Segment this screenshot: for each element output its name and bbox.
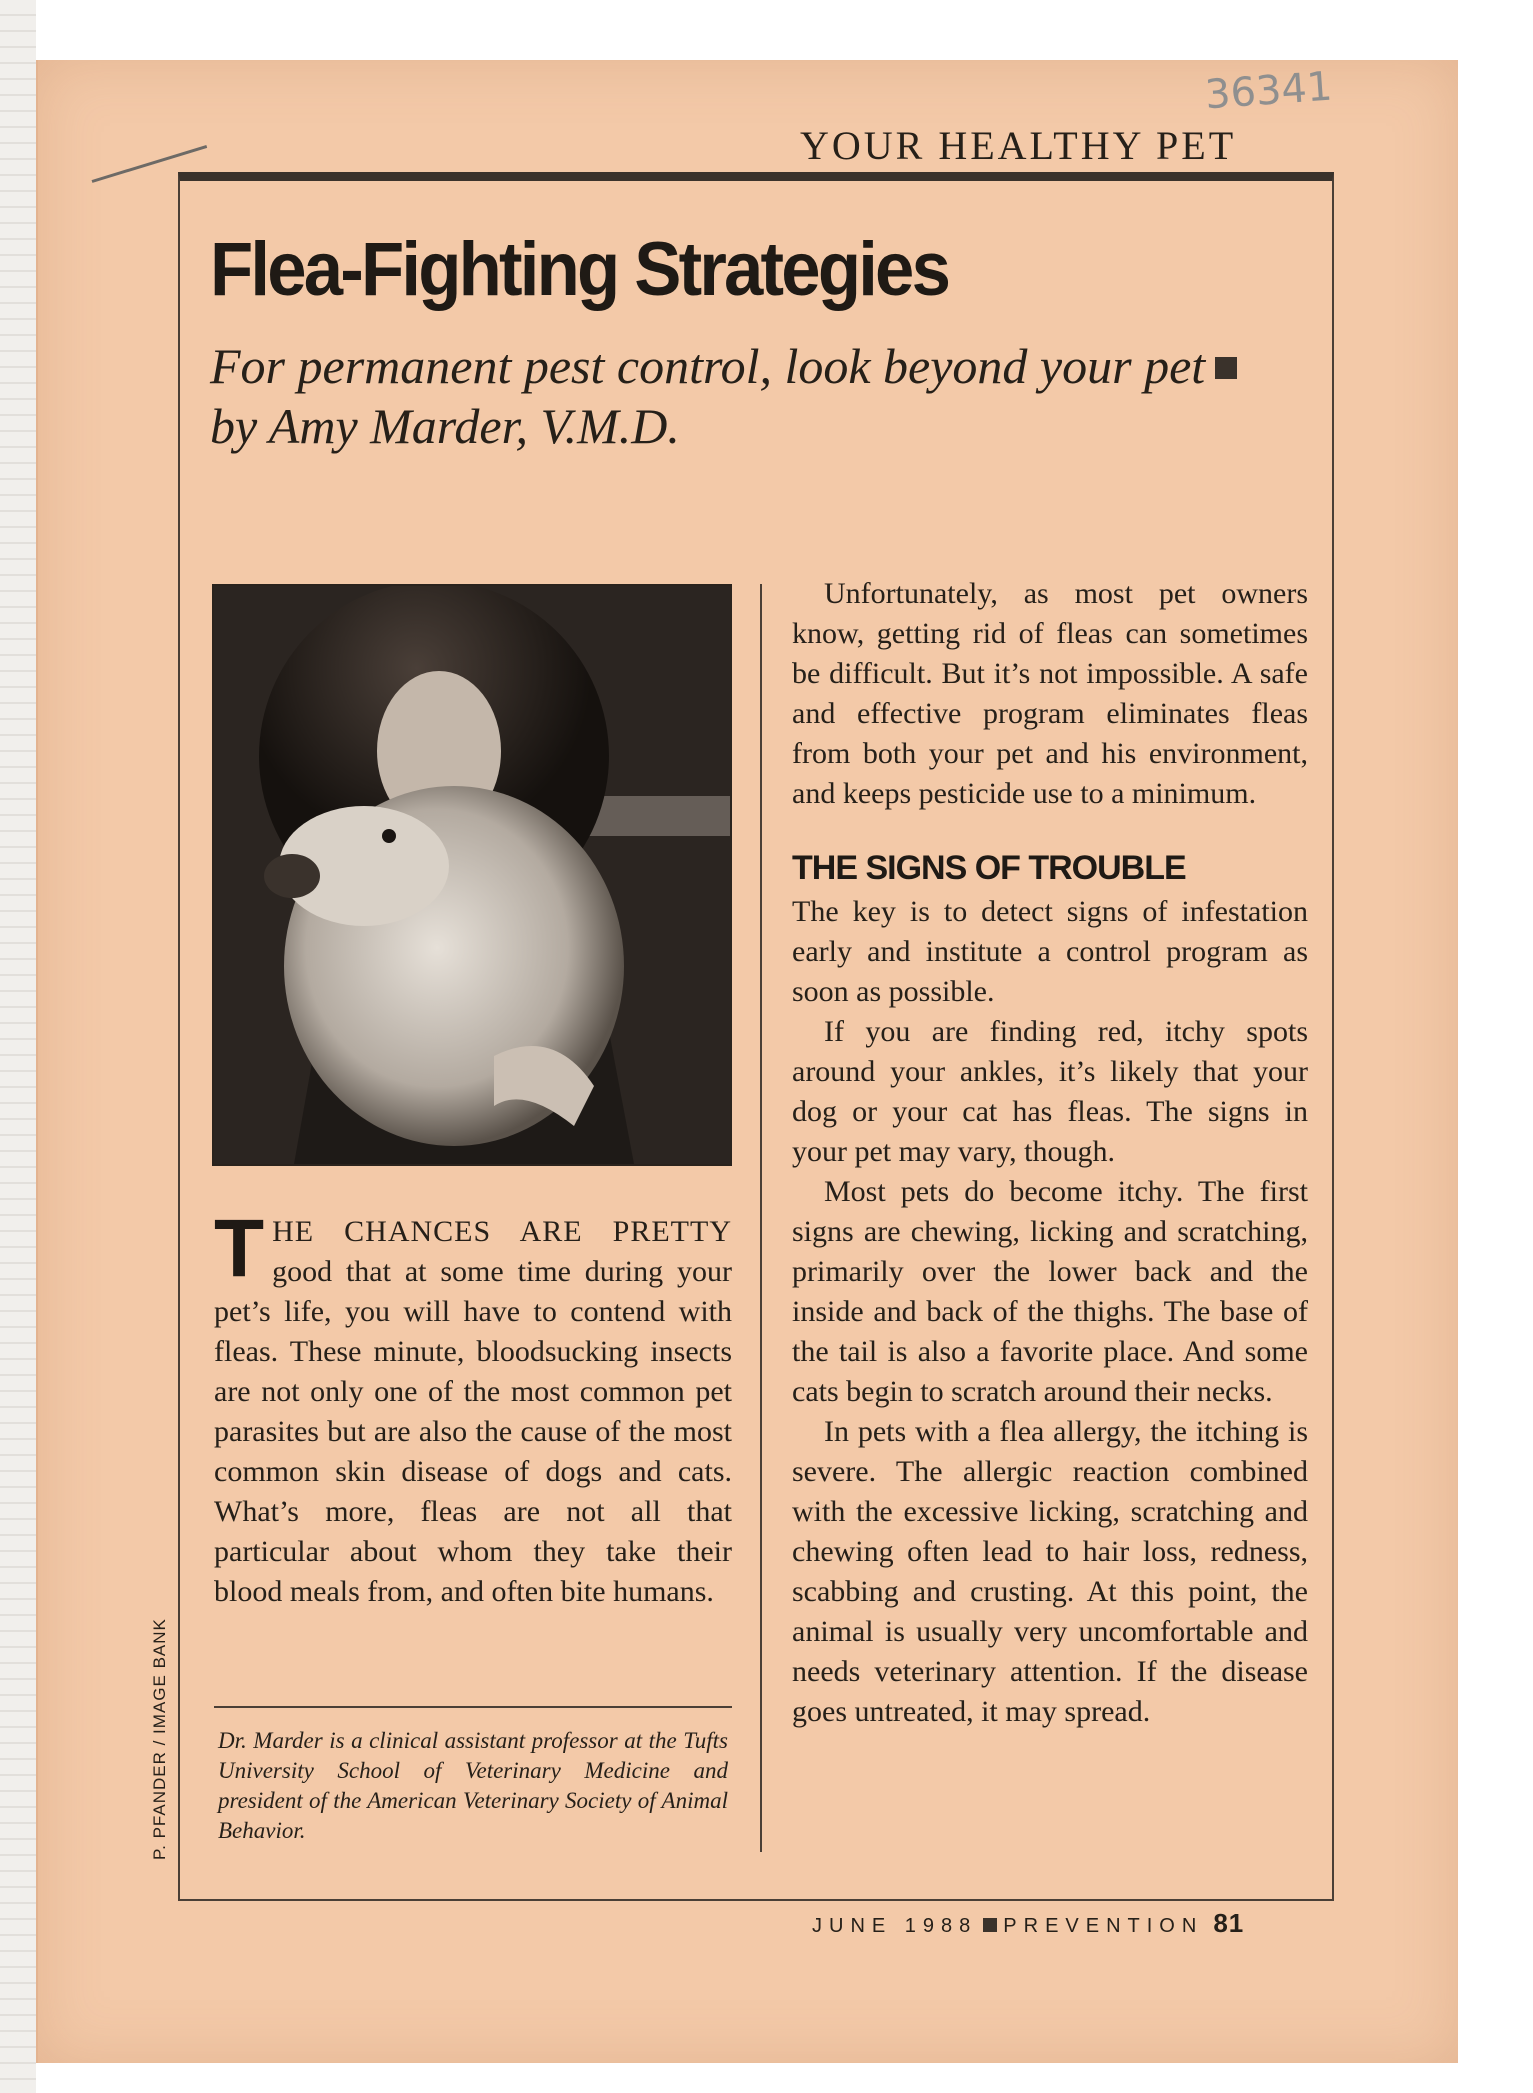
byline: by Amy Marder, V.M.D. <box>210 398 680 454</box>
photo-woman-with-dog <box>214 586 730 1164</box>
body-paragraph: If you are finding red, itchy spots around your ankles, it’s likely that your dog or your cat has fleas. The signs in your pet may vary, though. <box>792 1015 1308 1168</box>
scanner-edge <box>0 0 36 2093</box>
handwritten-id: 36341 <box>1203 63 1334 119</box>
square-bullet-icon <box>1215 357 1237 379</box>
bio-divider <box>214 1706 732 1708</box>
article-headline: Flea-Fighting Strategies <box>210 227 949 312</box>
author-bio: Dr. Marder is a clinical assistant professor at the Tufts University School of Veterinary Medicine and president of the American Veterinary Society of Animal Behavior. <box>218 1728 728 1843</box>
page-number: 81 <box>1213 1908 1245 1938</box>
body-paragraph: Most pets do become itchy. The first signs are chewing, licking and scratching, primarily over the lower back and the inside and back of the thighs. The base of the tail is also a favorite place. And some cats begin to scratch around their necks. <box>792 1175 1308 1408</box>
left-column-body: good that at some time during your pet’s life, you will have to contend with fleas. These minute, bloodsucking insects are not only one of the most common pet parasites but are also the cause of the most common skin disease of dogs and cats. What’s more, fleas are not all that particular about whom they take their blood meals from, and often bite humans. <box>214 1255 732 1608</box>
square-bullet-icon <box>983 1918 997 1932</box>
section-title: YOUR HEALTHY PET <box>800 123 1237 168</box>
subhead: THE SIGNS OF TROUBLE <box>792 849 1186 887</box>
photo-credit: P. PFANDER / IMAGE BANK <box>150 1618 169 1860</box>
page-footer <box>812 1908 1244 1939</box>
footer-date: JUNE 1988 <box>812 1915 978 1937</box>
footer-magazine: PREVENTION <box>1003 1915 1204 1937</box>
column-rule <box>760 584 762 1852</box>
right-column-text <box>792 574 1308 1732</box>
lead-in: HE CHANCES ARE PRETTY <box>272 1215 732 1248</box>
intro-paragraph: Unfortunately, as most pet owners know, getting rid of fleas can sometimes be difficult. But it’s not impossible. A safe and effective program eliminates fleas from both your pet and his environment, and keeps pesticide use to a minimum. <box>792 577 1308 810</box>
article-deck <box>210 336 1260 456</box>
left-column-text <box>214 1203 732 1612</box>
deck-text: For permanent pest control, look beyond your pet <box>210 338 1206 394</box>
body-paragraph: The key is to detect signs of infestation early and institute a control program as soon as possible. <box>792 895 1308 1008</box>
body-paragraph: In pets with a flea allergy, the itching is severe. The allergic reaction combined with the excessive licking, scratching and chewing often lead to hair loss, redness, scabbing and crusting. At this point, the animal is usually very uncomfortable and needs veterinary attention. If the disease goes untreated, it may spread. <box>792 1415 1308 1728</box>
article-photo <box>212 584 732 1166</box>
drop-cap: T <box>214 1203 265 1294</box>
